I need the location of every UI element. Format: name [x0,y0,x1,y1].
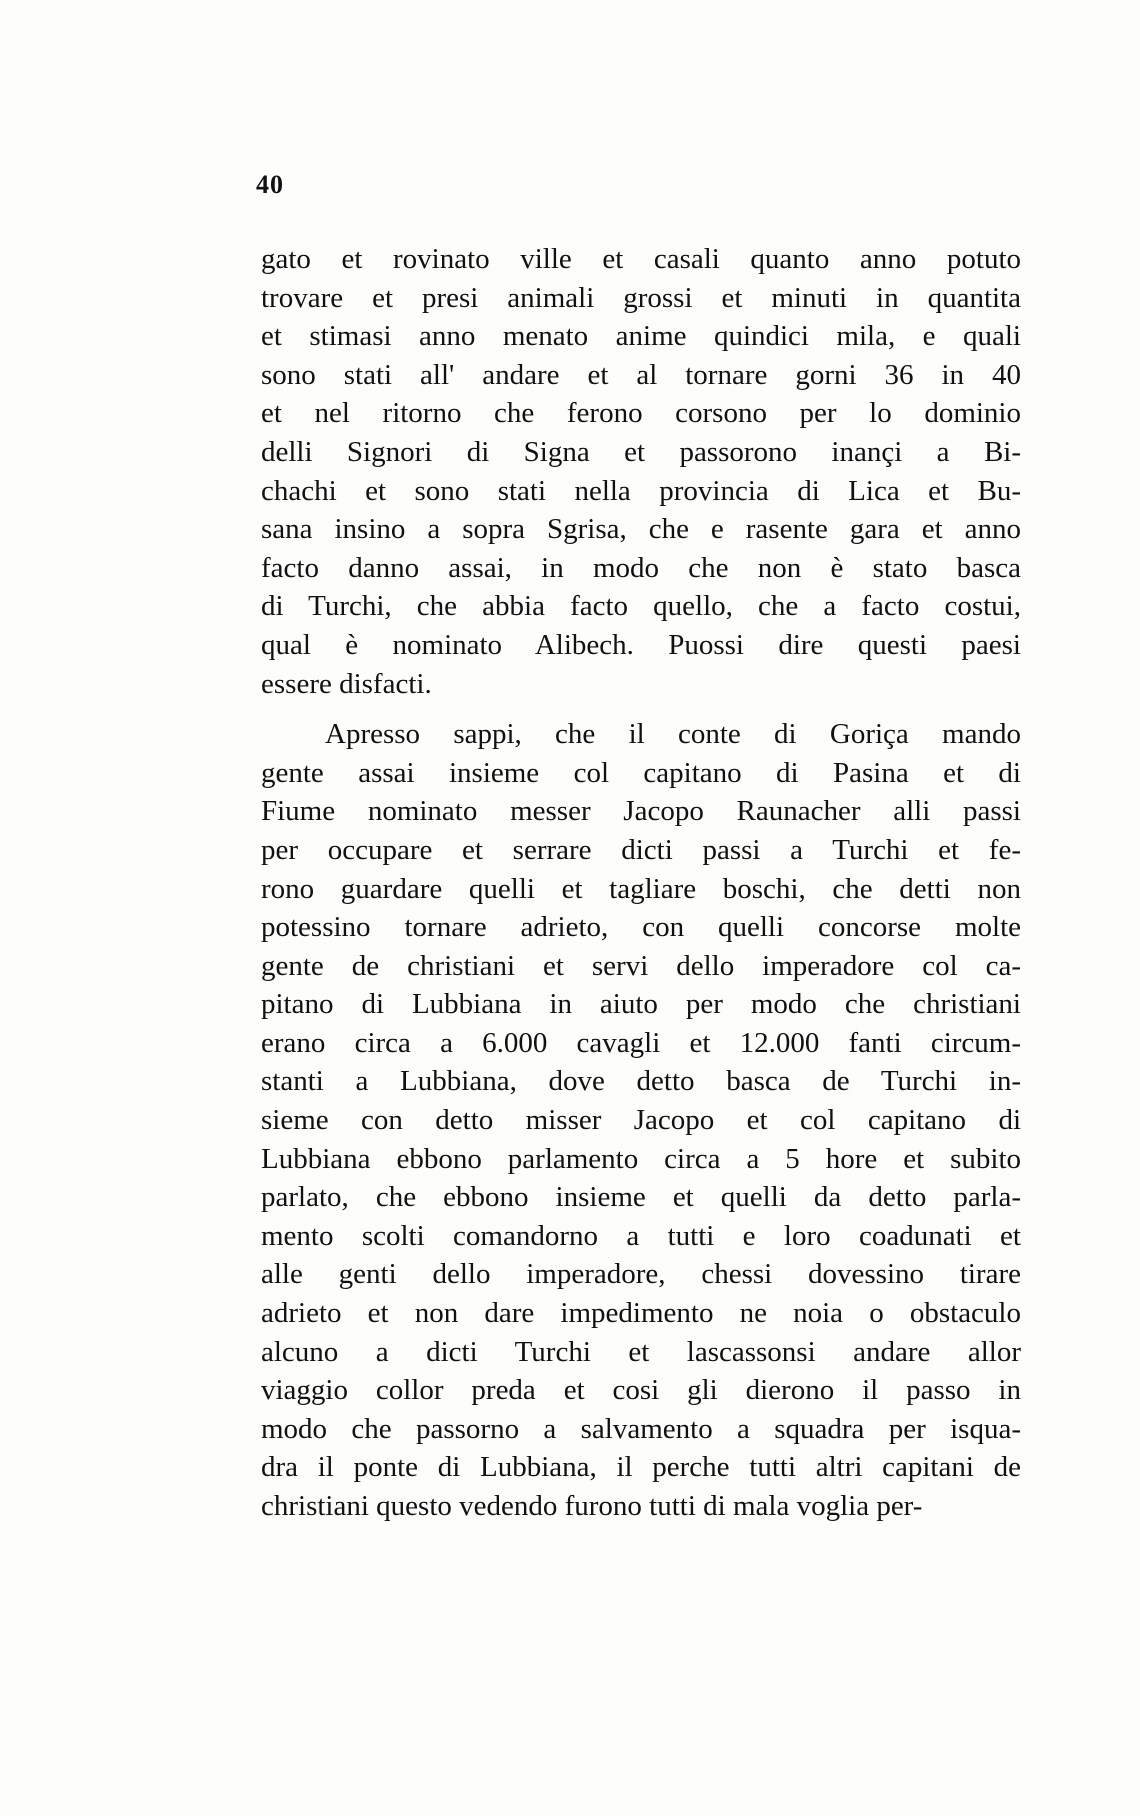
text-line: di Turchi, che abbia facto quello, che a facto costui, [261,590,1021,623]
text-line: sieme con detto misser Jacopo et col capitano di [261,1104,1021,1137]
text-line: gente de christiani et servi dello imperadore col ca- [261,949,1021,982]
text-line: parlato, che ebbono insieme et quelli da detto parla- [261,1181,1021,1214]
text-line: christiani questo vedendo furono tutti di mala voglia per- [261,1490,923,1522]
text-line: Apresso sappi, che il conte di Goriça mando [325,718,1021,751]
text-line: Fiume nominato messer Jacopo Raunacher alli passi [261,795,1021,828]
text-line: erano circa a 6.000 cavagli et 12.000 fanti circum- [261,1026,1021,1059]
text-line: et nel ritorno che ferono corsono per lo dominio [261,397,1021,430]
text-body [261,240,1021,1526]
text-line: gato et rovinato ville et casali quanto anno potuto [261,243,1021,275]
text-line: stanti a Lubbiana, dove detto basca de Turchi in- [261,1065,1021,1098]
text-line: et stimasi anno menato anime quindici mila, e quali [261,320,1021,353]
paragraph-1 [261,240,1021,703]
text-line: alcuno a dicti Turchi et lascassonsi andare allor [261,1335,1021,1368]
page-number: 40 [256,170,284,199]
text-line: rono guardare quelli et tagliare boschi, che detti non [261,872,1021,905]
text-line: sana insino a sopra Sgrisa, che e rasente gara et anno [261,513,1021,546]
text-line: qual è nominato Alibech. Puossi dire questi paesi [261,628,1021,661]
text-line: gente assai insieme col capitano di Pasina et di [261,756,1021,789]
text-line: viaggio collor preda et cosi gli dierono il passo in [261,1374,1021,1407]
text-line: facto danno assai, in modo che non è stato basca [261,551,1021,584]
paragraph-2 [261,715,1021,1525]
text-line: sono stati all' andare et al tornare gorni 36 in 40 [261,358,1021,391]
text-line: delli Signori di Signa et passorono inançi a Bi- [261,435,1021,468]
text-line: alle genti dello imperadore, chessi dovessino tirare [261,1258,1021,1291]
text-line: adrieto et non dare impedimento ne noia o obstaculo [261,1297,1021,1330]
text-line: essere disfacti. [261,667,432,700]
text-line: chachi et sono stati nella provincia di Lica et Bu- [261,474,1021,507]
text-line: potessino tornare adrieto, con quelli concorse molte [261,911,1021,944]
text-line: per occupare et serrare dicti passi a Turchi et fe- [261,833,1021,866]
text-line: mento scolti comandorno a tutti e loro coadunati et [261,1219,1021,1252]
text-line: pitano di Lubbiana in aiuto per modo che christiani [261,988,1021,1021]
text-line: Lubbiana ebbono parlamento circa a 5 hore et subito [261,1142,1021,1175]
text-line: trovare et presi animali grossi et minuti in quantita [261,281,1021,314]
text-line: modo che passorno a salvamento a squadra per isqua- [261,1412,1021,1445]
text-line: dra il ponte di Lubbiana, il perche tutti altri capitani de [261,1451,1021,1484]
